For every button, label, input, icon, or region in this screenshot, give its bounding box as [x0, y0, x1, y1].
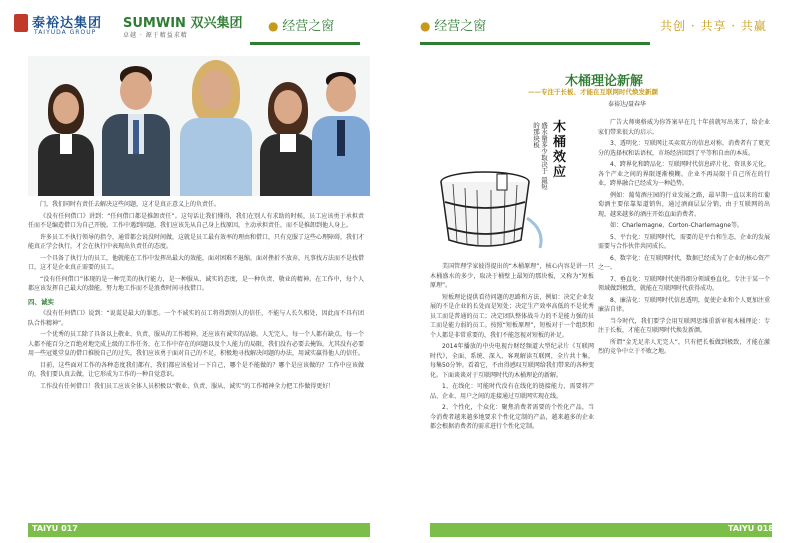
taiyuda-logo-text: 泰裕达集团	[32, 16, 103, 31]
paragraph: 5、平台化：互联网时代，需要的是平台和生态，企业的发展需要与合作伙伴共同成长。	[598, 233, 770, 250]
paragraph: 美国管理学家彼得提出的“木桶原理”，核心内容是讲一只木桶盛水的多少，取决于桶壁上最短的那块板，又称为“短板原理”。	[430, 263, 594, 289]
article-column-1	[430, 262, 594, 434]
sumwin-slogan: 卓越 · 源于精益求精	[123, 32, 188, 39]
person-figure	[258, 78, 318, 196]
paragraph: 如：Charlemagne、Corton-Charlemagne等。	[610, 222, 743, 229]
footer-bar-right	[430, 523, 772, 537]
bullet-icon: ●	[420, 19, 435, 33]
paragraph: 当今时代，我们要学会用互联网思维重新审视木桶理论：专注于长板，才能在互联网时代焕发新颜。	[598, 317, 770, 334]
paragraph: 6、数字化：在互联网时代，数据已经成为了企业的核心资产之一。	[598, 254, 770, 271]
bullet-icon: ●	[268, 19, 283, 33]
calligraphy-text: 盛水量多少取决于 最短的那块板	[532, 122, 548, 190]
person-figure	[312, 70, 370, 196]
paragraph: 许多员工不执行领导的指令，通常都会说没时间做，这就是员工最有效率的理由和借口，只有克服了这些心理障碍，我们才能真正学会执行，才会在执行中表现出负责任的态度。	[28, 233, 365, 250]
section-title-left: ● 经营之窗	[268, 19, 335, 34]
paragraph: 7、垂直化：互联网时代使得细分领域垂直化，专注于某一个领域做到极致，就能在互联网时代获得成功。	[598, 275, 770, 292]
article-column-2	[598, 118, 770, 359]
paragraph: 8、廉洁化：互联网时代信息透明，促使企业和个人更加注重廉洁自律。	[598, 296, 770, 313]
paragraph: 《没有任何借口》讲到：“任何借口都是推卸责任”。这句话让我们懂得，我们在别人有求助的时候，员工应该勇于承担责任而不是编造借口为自己开脱。工作中遇到问题，我们应该先从自己身上找原因，主动承担责任，而不是推卸到他人身上。	[28, 212, 364, 229]
paragraph: 例如：葡萄酒庄园的行业发展之路，最早期一直以来的红葡萄酒主要依靠渠道销售，通过酒商层层分销，由于互联网的出现，越来越多的酒庄开始直面消费者。	[598, 191, 770, 218]
taiyuda-logo-en: TAIYUDA GROUP	[34, 29, 97, 36]
paragraph: 2014年播放的中央电视台财经频道大型纪录片《互联网时代》，全面、系统、深入、客观解读互联网，全片共十集，每集50分钟。看着它，不由得感叹互联网给我们带来的各种变化。下面谈谈对于互联网时代的木桶理论的新解。	[430, 343, 594, 379]
paragraph: 1、在线化：可能时代没有在线化的链接能力，需要将产品、企业、用户之间的连接通过互联网实现在线。	[430, 383, 594, 400]
paragraph: 门，我们同时有责任去解决这些问题，这才是真正意义上的负责任。	[40, 201, 221, 208]
paragraph: 广告大师奥格威为你答案早在几十年前就写出来了，给企业家们带来很大的启示。	[598, 119, 770, 136]
article-subtitle: ——专注于长板、才能在互联网时代焕发新颜	[528, 88, 658, 96]
paragraph: 一个优秀的员工除了具备以上敬业、负责、服从的工作精神，还应该有诚实的品德。人无完人，每一个人都有缺点，每一个人都不能百分之百绝对地完成上级的工作任务，在工作中存在的问题以及个人能力的局限，我们没有必要去掩饰，尤其没有必要用一些冠冕堂皇的借口推脱自己的过失，我们应该勇于面对自己的不足，积极地寻找解决问题的办法，用诚实赢得他人的信任。	[28, 331, 365, 357]
person-figure	[176, 58, 256, 196]
person-figure	[36, 76, 96, 196]
paragraph: 3、透明化：互联网让买卖双方的信息对称，消费者有了更充分的选择权和话语权，市场经济回到了平等和自由的本质。	[598, 140, 770, 157]
page-number-left: TAIYU 017	[32, 524, 78, 533]
article-title: 木桶理论新解	[565, 74, 644, 89]
left-paragraphs-1	[28, 200, 364, 294]
header-divider-left	[250, 42, 360, 45]
person-figure	[100, 64, 172, 196]
sumwin-brand: SUMWIN 双兴集团	[123, 16, 243, 31]
footer-bar-left	[28, 523, 370, 537]
paragraph: 2、个性化，个众化：聚焦消费者需要的个性化产品，当今消费者越来越多地要求个性化定制的产品，越来越多的企业都会根据消费者的需求进行个性化定制。	[430, 404, 594, 430]
paragraph: “没有任何借口”体现的是一种完美的执行能力，是一种服从、诚实的态度，是一种负责、敬业的精神。在工作中，每个人都应该发挥自己最大的潜能，努力地工作而不是浪费时间寻找借口。	[28, 275, 364, 292]
paragraph: 目前，这些面对工作的各种态度我们都有，我们都应该检讨一下自己，哪个是不能做的？哪个是应该做的？工作中应该做的，我们要认真去做，让它形成为工作的一种自觉意识。	[28, 361, 364, 378]
paragraph: 4、跨界化和跨品化：互联网时代信息碎片化、资讯多元化，各个产业之间的界限逐渐模糊，企业不再局限于自己所在的行业，跨界融合已经成为一种趋势。	[598, 161, 770, 187]
paragraph: 短板理论提供看待问题的思路和方法，例如：决定企业发展的不是企业的长处而是短处；决定生产效率高低的不是优秀员工而是普通的员工；决定团队整体战斗力的不是能力强的员工而是能力弱的员工。按照“短板原理”，短板对于一个组织和个人都是非常重要的，我们不能忽视对短板的补足。	[430, 293, 594, 339]
header-divider-right	[420, 42, 650, 45]
left-article-body	[28, 200, 364, 393]
left-paragraphs-2	[28, 309, 364, 391]
paragraph: 《没有任何借口》说到：“说谎是最大的罪恶。一个不诚实的员工将得到别人的信任，不能与人长久相处，因此而不具有团队合作精神”。	[28, 310, 364, 327]
taiyuda-logo-icon	[14, 14, 28, 32]
paragraph: 所谓“金无足赤人无完人”，只有把长板做到极致，才能在激烈的竞争中立于不败之地。	[598, 338, 770, 355]
paragraph: 工作没有任何借口！我们员工应该全体人员积极以“敬业、负责、服从、诚实”的工作精神全力把工作做得更好！	[40, 382, 335, 390]
paragraph: 一个具备了执行力的员工，他就能在工作中发挥出最大的效能，面对困难不退缩，面对挫折不放弃，凡事找方法而不是找借口，这才是企业真正需要的员工。	[28, 254, 365, 271]
calligraphy-title: 木桶效应	[553, 120, 567, 180]
section-heading-honesty: 四、诚实	[28, 297, 54, 306]
section-title-right: ● 经营之窗	[420, 19, 487, 34]
team-photo	[28, 56, 370, 196]
header-motto: 共创 · 共享 · 共赢	[660, 19, 767, 33]
page-number-right: TAIYU 018	[728, 524, 774, 533]
article-author: 泰裕达/聂春华	[608, 101, 647, 108]
